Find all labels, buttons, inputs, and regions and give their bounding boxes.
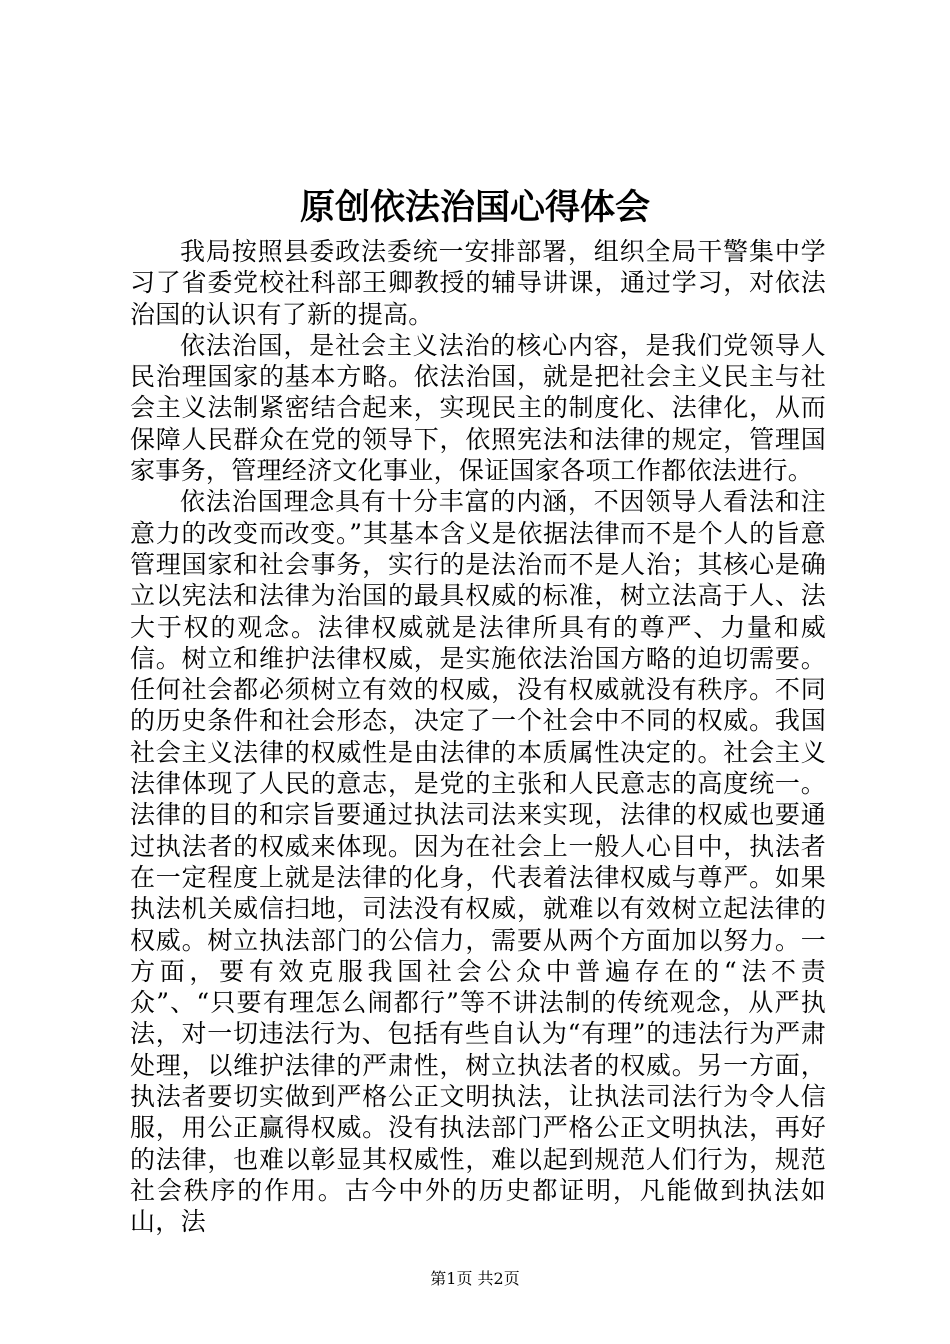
paragraph-1: 我局按照县委政法委统一安排部署，组织全局干警集中学习了省委党校社科部王卿教授的辅导讲课，通过学习，对依法治国的认识有了新的提高。 [130,237,826,329]
page-number-footer: 第1页 共2页 [430,1269,520,1288]
document-body [130,236,826,1238]
paragraph-3: 依法治国理念具有十分丰富的内涵，不因领导人看法和注意力的改变而改变。”其基本含义是依据法律而不是个人的旨意管理国家和社会事务，实行的是法治而不是人治；其核心是确立以宪法和法律为治国的最具权威的标准，树立法高于人、法大于权的观念。法律权威就是法律所具有的尊严、力量和威信。树立和维护法律权威，是实施依法治国方略的迫切需要。任何社会都必须树立有效的权威，没有权威就没有秩序。不同的历史条件和社会形态，决定了一个社会中不同的权威。我国社会主义法律的权威性是由法律的本质属性决定的。社会主义法律体现了人民的意志，是党的主张和人民意志的高度统一。法律的目的和宗旨要通过执法司法来实现，法律的权威也要通过执法者的权威来体现。因为在社会上一般人心目中，执法者在一定程度上就是法律的化身，代表着法律权威与尊严。如果执法机关威信扫地，司法没有权威，就难以有效树立起法律的权威。树立执法部门的公信力，需要从两个方面加以努力。一方面，要有效克服我国社会公众中普遍存在的“法不责众”、“只要有理怎么闹都行”等不讲法制的传统观念，从严执法，对一切违法行为、包括有些自认为“有理”的违法行为严肃处理，以维护法律的严肃性，树立执法者的权威。另一方面，执法者要切实做到严格公正文明执法，让执法司法行为令人信服，用公正赢得权威。没有执法部门严格公正文明执法，再好的法律，也难以彰显其权威性，难以起到规范人们行为，规范社会秩序的作用。古今中外的历史都证明，凡能做到执法如山，法 [130,487,826,1237]
paragraph-2: 依法治国，是社会主义法治的核心内容，是我们党领导人民治理国家的基本方略。依法治国，就是把社会主义民主与社会主义法制紧密结合起来，实现民主的制度化、法律化，从而保障人民群众在党的领导下，依照宪法和法律的规定，管理国家事务，管理经济文化事业，保证国家各项工作都依法进行。 [130,330,826,486]
document-title: 原创依法治国心得体会 [299,188,650,228]
